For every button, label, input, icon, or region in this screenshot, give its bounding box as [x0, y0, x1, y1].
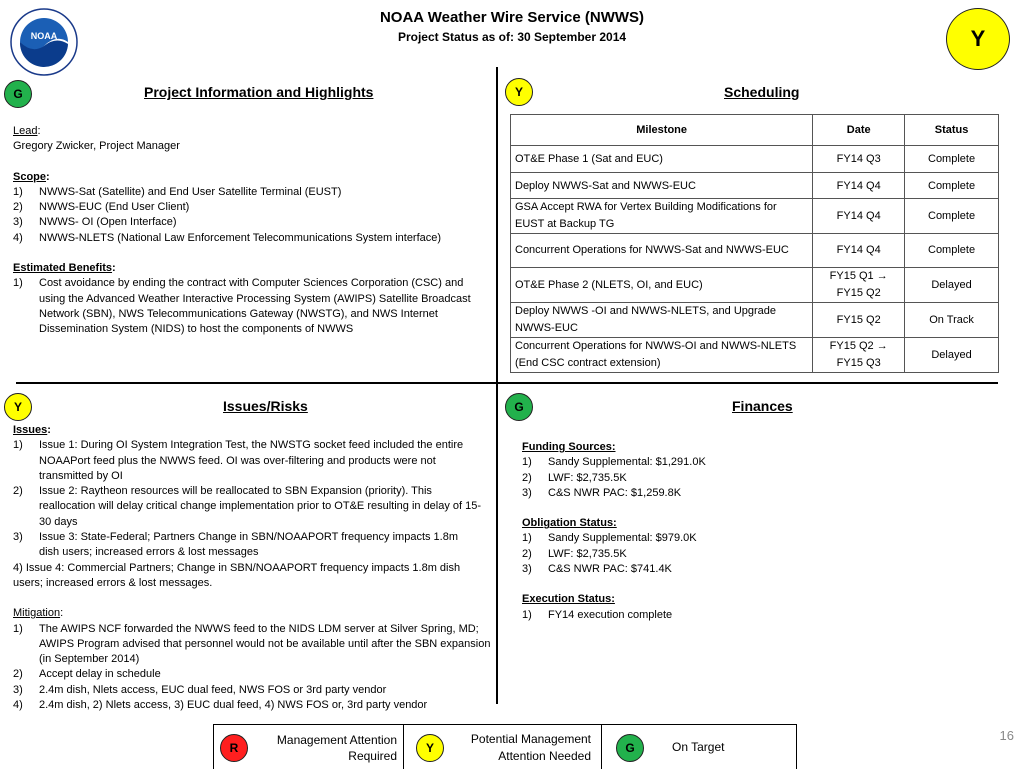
table-row [511, 303, 999, 338]
milestone-cell: Deploy NWWS-Sat and NWWS-EUC [511, 173, 813, 199]
list-item: 1) NWWS-Sat (Satellite) and End User Satellite Terminal (EUST) [13, 185, 342, 198]
list-item: 2) Issue 2: Raytheon resources will be reallocated to SBN Expansion (priority). This reallocation will delay critical change implementation prior to OT&E resulting in delay of 15-30 days [13, 485, 482, 528]
column-header: Date [813, 115, 905, 146]
project-info-body: Lead: Gregory Zwicker, Project Manager Scope: 1) NWWS-Sat (Satellite) and End User Satellite Terminal (EUST) 2) NWWS-EUC (End User Client) 3) NWWS- OI (Open Interface) 4) NWWS-NLETS (National Law Enforcement Telecommunications System interface) Estimated Benefits: 1) Cost avoidance by ending the contract with Computer Sciences Corporation (CSC) and using the Advanced Weather Interactive Processing System (AWIPS) Satellite Broadcast Network (SBN), NWS Telecommunications Gateway (NWSTG), and NWS Internet Dissemination System (NIDS) to host the components of NWWS [13, 124, 491, 338]
table-row [511, 199, 999, 234]
funding-label: Funding Sources: [522, 441, 616, 453]
benefits-label: Estimated Benefits [13, 262, 113, 275]
list-item: 1) FY14 execution complete [522, 608, 673, 621]
scope-label: Scope [13, 170, 47, 183]
status-legend [213, 724, 797, 769]
scope-list [13, 185, 491, 246]
scheduling-title: Scheduling [724, 84, 800, 100]
legend-green-badge: G [616, 734, 644, 762]
finances-body [522, 440, 992, 623]
status-cell: Delayed [905, 268, 999, 303]
legend-red-badge: R [220, 734, 248, 762]
list-item: 1) Sandy Supplemental: $979.0K [522, 532, 697, 545]
status-cell: Complete [905, 199, 999, 234]
legend-red-text: Management Attention Required [276, 733, 397, 763]
milestone-cell: OT&E Phase 1 (Sat and EUC) [511, 146, 813, 173]
list-item: 1) The AWIPS NCF forwarded the NWWS feed to the NIDS LDM server at Silver Spring, MD; AWIPS Program advised that personnel would not be available until after the SBN expansion (in September 2014) [13, 622, 491, 666]
list-item: 2) LWF: $2,735.5K [522, 471, 627, 484]
date-cell: FY14 Q4 [813, 234, 905, 268]
scheduling-status-badge: Y [505, 78, 533, 106]
milestone-cell: Concurrent Operations for NWWS-Sat and NWWS-EUC [511, 234, 813, 268]
column-header: Milestone [511, 115, 813, 146]
mitigation-label: Mitigation [13, 607, 61, 620]
noaa-logo [10, 8, 78, 76]
project-info-title: Project Information and Highlights [144, 84, 374, 100]
status-cell: Complete [905, 234, 999, 268]
table-row [511, 234, 999, 268]
list-item: 3) Issue 3: State-Federal; Partners Change in SBN/NOAAPORT frequency impacts 1.8m dish users; increased errors & lost messages [13, 531, 459, 559]
obligation-label: Obligation Status: [522, 517, 617, 530]
issues-title: Issues/Risks [223, 398, 308, 414]
lead-label: Lead [13, 125, 38, 137]
execution-list [522, 608, 992, 623]
finances-title: Finances [732, 398, 793, 414]
issues-list [13, 438, 491, 560]
list-item: 3) NWWS- OI (Open Interface) [13, 216, 177, 229]
issue-4-text: 4) Issue 4: Commercial Partners; Change in SBN/NOAAPORT frequency impacts 1.8m dish users; increased errors & lost messages. [13, 561, 461, 589]
list-item: 2) LWF: $2,735.5K [522, 547, 627, 560]
finances-status-badge: G [505, 393, 533, 421]
benefits-list [13, 276, 491, 337]
list-item: 1) Cost avoidance by ending the contract with Computer Sciences Corporation (CSC) and using the Advanced Weather Interactive Processing System (AWIPS) Satellite Broadcast Network (SBN), NWS Telecommunications Gateway (NWSTG), and NWS Internet Dissemination System (NIDS) to host the components of NWWS [13, 277, 471, 336]
list-item: 3) C&S NWR PAC: $1,259.8K [522, 486, 682, 499]
table-row [511, 173, 999, 199]
date-cell: FY14 Q4 [813, 199, 905, 234]
milestone-cell: Deploy NWWS -OI and NWWS-NLETS, and Upgrade NWWS-EUC [511, 303, 813, 338]
legend-yellow-text: Potential Management Attention Needed [470, 732, 591, 763]
issues-status-badge: Y [4, 393, 32, 421]
execution-label: Execution Status: [522, 593, 615, 606]
table-row [511, 268, 999, 303]
status-cell: On Track [905, 303, 999, 338]
legend-green-text: On Target [672, 740, 725, 754]
legend-divider [601, 725, 602, 769]
page-title: NOAA Weather Wire Service (NWWS) [379, 9, 645, 26]
milestone-cell: GSA Accept RWA for Vertex Building Modifications for EUST at Backup TG [511, 199, 813, 234]
table-row [511, 338, 999, 373]
date-cell: FY15 Q1 → FY15 Q2 [813, 268, 905, 303]
overall-status-badge: Y [946, 8, 1010, 70]
list-item: 1) Sandy Supplemental: $1,291.0K [522, 456, 706, 469]
column-header: Status [905, 115, 999, 146]
status-cell: Complete [905, 173, 999, 199]
horizontal-divider [16, 382, 998, 384]
obligation-list [522, 531, 992, 577]
funding-list [522, 455, 992, 501]
list-item: 3) C&S NWR PAC: $741.4K [522, 563, 672, 576]
schedule-table [510, 114, 999, 373]
status-cell: Delayed [905, 338, 999, 373]
table-row [511, 146, 999, 173]
table-header-row [511, 115, 999, 146]
page-number: 16 [999, 728, 1014, 743]
list-item: 4) 2.4m dish, 2) Nlets access, 3) EUC dual feed, 4) NWS FOS or, 3rd party vendor [13, 699, 428, 712]
milestone-cell: Concurrent Operations for NWWS-OI and NWWS-NLETS (End CSC contract extension) [511, 338, 813, 373]
vertical-divider [496, 67, 498, 704]
issues-body: Issues: 1) Issue 1: During OI System Integration Test, the NWSTG socket feed included the entire NOAAPort feed plus the NWWS feed. OI was over-filtering and products were not transmitted by OI 2) Issue 2: Raytheon resources will be reallocated to SBN Expansion (priority). This reallocation will delay critical change implementation prior to OT&E resulting in delay of 15-30 days 3) Issue 3: State-Federal; Partners Change in SBN/NOAAPORT frequency impacts 1.8m dish users; increased errors & lost messages 4) Issue 4: Commercial Partners; Change in SBN/NOAAPORT frequency impacts 1.8m dish users; increased errors & lost messages. Mitigation: 1) The AWIPS NCF forwarded the NWWS feed to the NIDS LDM server at Silver Spring, MD; AWIPS Program advised that personnel would not be available until after the SBN expansion (in September 2014) 2) Accept delay in schedule 3) 2.4m dish, Nlets access, EUC dual feed, NWS FOS or 3rd party vendor 4) 2.4m dish, 2) Nlets access, 3) EUC dual feed, 4) NWS FOS or, 3rd party vendor [13, 423, 491, 713]
page-subtitle: Project Status as of: 30 September 2014 [397, 30, 627, 44]
list-item: 1) Issue 1: During OI System Integration Test, the NWSTG socket feed included the entire NOAAPort feed plus the NWWS feed. OI was over-filtering and products were not transmitted by OI [13, 439, 464, 482]
milestone-cell: OT&E Phase 2 (NLETS, OI, and EUC) [511, 268, 813, 303]
project-info-status-badge: G [4, 80, 32, 108]
legend-divider [403, 725, 404, 769]
status-cell: Complete [905, 146, 999, 173]
date-cell: FY15 Q2 → FY15 Q3 [813, 338, 905, 373]
mitigation-list [13, 622, 491, 714]
date-cell: FY14 Q4 [813, 173, 905, 199]
list-item: 2) Accept delay in schedule [13, 668, 161, 681]
legend-yellow-badge: Y [416, 734, 444, 762]
list-item: 2) NWWS-EUC (End User Client) [13, 201, 190, 214]
date-cell: FY14 Q3 [813, 146, 905, 173]
lead-value: Gregory Zwicker, Project Manager [13, 140, 180, 153]
issues-label: Issues [13, 424, 48, 436]
date-cell: FY15 Q2 [813, 303, 905, 338]
svg-text:NOAA: NOAA [30, 31, 58, 41]
list-item: 3) 2.4m dish, Nlets access, EUC dual feed, NWS FOS or 3rd party vendor [13, 683, 387, 696]
list-item: 4) NWWS-NLETS (National Law Enforcement Telecommunications System interface) [13, 231, 442, 244]
